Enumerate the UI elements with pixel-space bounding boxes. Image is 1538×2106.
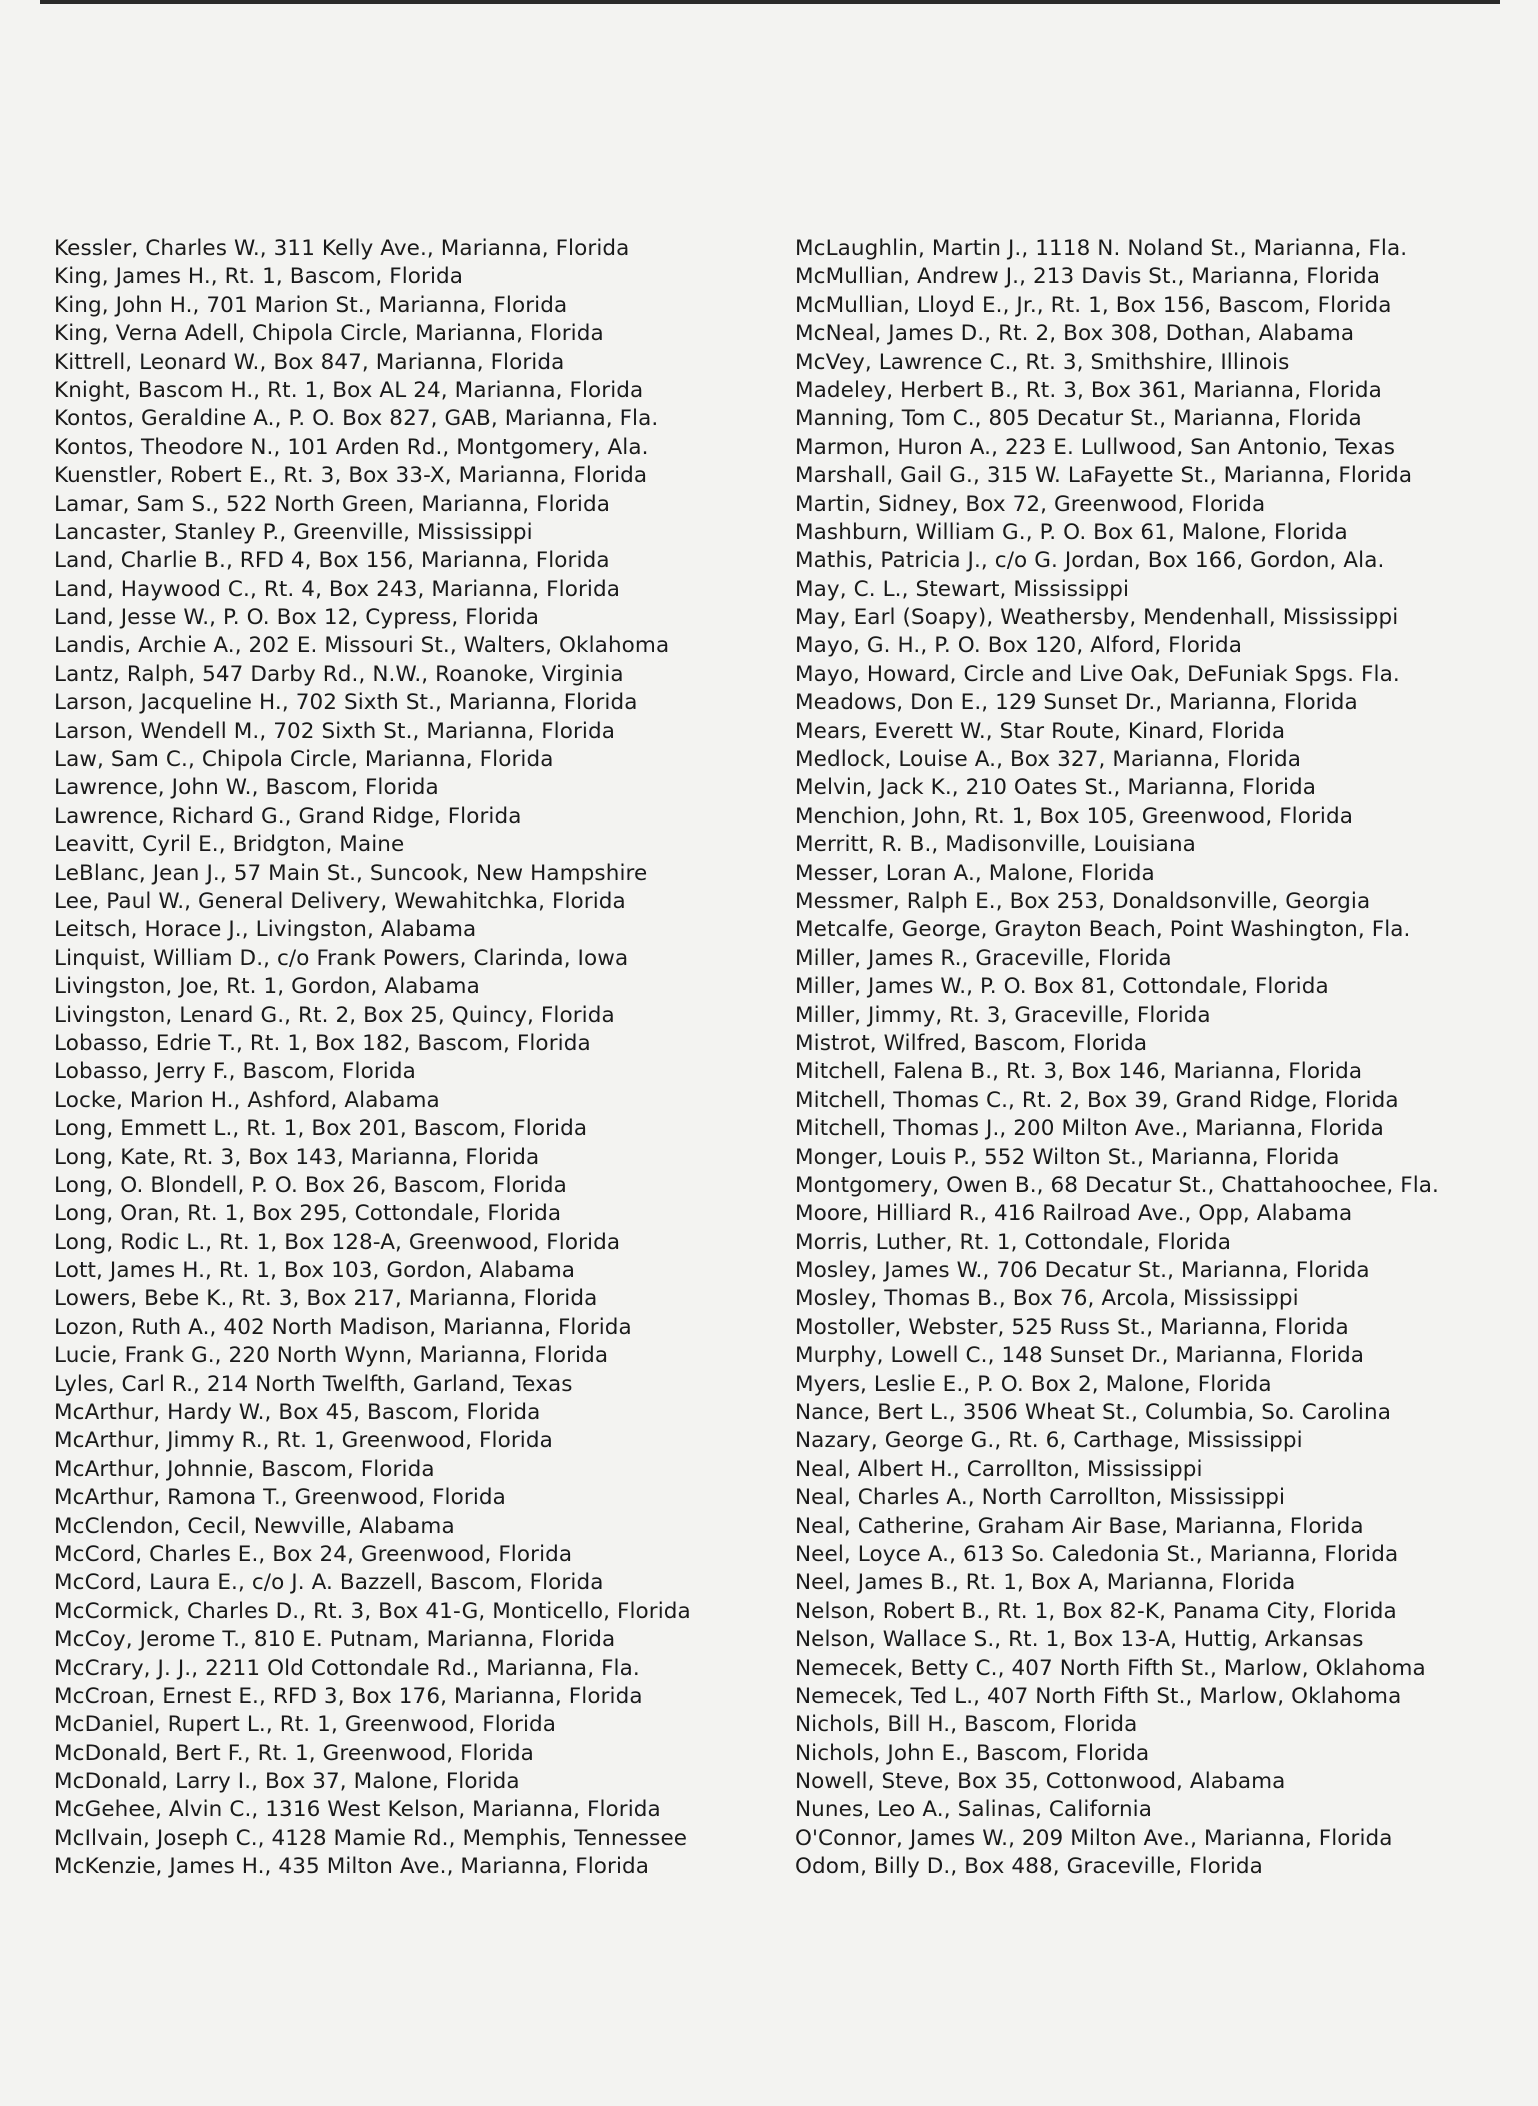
directory-entry: Morris, Luther, Rt. 1, Cottondale, Florida — [795, 1229, 1232, 1255]
directory-entry: Mashburn, William G., P. O. Box 61, Malone, Florida — [795, 519, 1348, 545]
directory-entry: Myers, Leslie E., P. O. Box 2, Malone, Florida — [795, 1371, 1272, 1397]
directory-entry: Kontos, Theodore N., 101 Arden Rd., Montgomery, Ala. — [54, 434, 649, 460]
directory-entry: Nunes, Leo A., Salinas, California — [795, 1797, 1153, 1823]
directory-entry: Long, Rodic L., Rt. 1, Box 128-A, Greenwood, Florida — [54, 1229, 621, 1255]
directory-entry: Mosley, Thomas B., Box 76, Arcola, Mississippi — [795, 1286, 1299, 1312]
directory-entry: Neal, Catherine, Graham Air Base, Marianna, Florida — [795, 1513, 1364, 1539]
directory-entry: Land, Haywood C., Rt. 4, Box 243, Marianna, Florida — [54, 576, 620, 602]
directory-entry: Lott, James H., Rt. 1, Box 103, Gordon, Alabama — [54, 1258, 576, 1284]
directory-entry: McMullian, Andrew J., 213 Davis St., Marianna, Florida — [795, 264, 1381, 290]
directory-entry: Medlock, Louise A., Box 327, Marianna, Florida — [795, 747, 1301, 773]
directory-entry: Leitsch, Horace J., Livingston, Alabama — [54, 917, 477, 943]
directory-entry: Mears, Everett W., Star Route, Kinard, Florida — [795, 718, 1286, 744]
directory-entry: Mathis, Patricia J., c/o G. Jordan, Box 166, Gordon, Ala. — [795, 548, 1385, 574]
directory-entry: McArthur, Ramona T., Greenwood, Florida — [54, 1485, 506, 1511]
directory-entry: McCrary, J. J., 2211 Old Cottondale Rd., Marianna, Fla. — [54, 1655, 640, 1681]
directory-entry: Knight, Bascom H., Rt. 1, Box AL 24, Marianna, Florida — [54, 377, 644, 403]
directory-entry: Lamar, Sam S., 522 North Green, Marianna, Florida — [54, 491, 610, 517]
directory-entry: Neal, Albert H., Carrollton, Mississippi — [795, 1456, 1203, 1482]
directory-entry: Mitchell, Thomas C., Rt. 2, Box 39, Grand Ridge, Florida — [795, 1087, 1399, 1113]
directory-entry: Kessler, Charles W., 311 Kelly Ave., Marianna, Florida — [54, 236, 630, 261]
directory-entry: Lyles, Carl R., 214 North Twelfth, Garland, Texas — [54, 1371, 573, 1397]
directory-entry: Madeley, Herbert B., Rt. 3, Box 361, Marianna, Florida — [795, 377, 1382, 403]
directory-entry: Mistrot, Wilfred, Bascom, Florida — [795, 1030, 1148, 1056]
directory-entry: Livingston, Joe, Rt. 1, Gordon, Alabama — [54, 974, 480, 1000]
directory-entry: McArthur, Johnnie, Bascom, Florida — [54, 1456, 435, 1482]
directory-entry: Larson, Wendell M., 702 Sixth St., Marianna, Florida — [54, 718, 616, 744]
directory-entry: Monger, Louis P., 552 Wilton St., Marianna, Florida — [795, 1144, 1340, 1170]
directory-entry: McDaniel, Rupert L., Rt. 1, Greenwood, Florida — [54, 1712, 557, 1738]
directory-entry: Miller, James W., P. O. Box 81, Cottondale, Florida — [795, 974, 1329, 1000]
directory-entry: McCoy, Jerome T., 810 E. Putnam, Marianna, Florida — [54, 1627, 616, 1653]
directory-entry: Neal, Charles A., North Carrollton, Mississippi — [795, 1485, 1286, 1511]
directory-entry: McVey, Lawrence C., Rt. 3, Smithshire, Illinois — [795, 349, 1290, 375]
page-top-rule — [40, 0, 1500, 4]
directory-entry: Nelson, Robert B., Rt. 1, Box 82-K, Panama City, Florida — [795, 1598, 1397, 1624]
directory-entry: Lawrence, John W., Bascom, Florida — [54, 775, 439, 801]
directory-entry: Montgomery, Owen B., 68 Decatur St., Chattahoochee, Fla. — [795, 1172, 1439, 1198]
directory-entry: Nelson, Wallace S., Rt. 1, Box 13-A, Huttig, Arkansas — [795, 1627, 1364, 1653]
directory-entry: May, Earl (Soapy), Weathersby, Mendenhall, Mississippi — [795, 605, 1399, 631]
directory-entry: Land, Jesse W., P. O. Box 12, Cypress, Florida — [54, 605, 540, 631]
directory-entry: Mayo, Howard, Circle and Live Oak, DeFuniak Spgs. Fla. — [795, 661, 1400, 687]
directory-entry: McCord, Laura E., c/o J. A. Bazzell, Bascom, Florida — [54, 1570, 604, 1596]
directory-left-column — [54, 235, 744, 1882]
directory-entry: McArthur, Hardy W., Box 45, Bascom, Florida — [54, 1400, 541, 1426]
directory-entry: Melvin, Jack K., 210 Oates St., Marianna, Florida — [795, 775, 1317, 801]
directory-entry: Mayo, G. H., P. O. Box 120, Alford, Florida — [795, 633, 1243, 659]
directory-entry: O'Connor, James W., 209 Milton Ave., Marianna, Florida — [795, 1825, 1393, 1851]
directory-entry: Mitchell, Falena B., Rt. 3, Box 146, Marianna, Florida — [795, 1059, 1363, 1085]
directory-entry: Nance, Bert L., 3506 Wheat St., Columbia, So. Carolina — [795, 1400, 1391, 1426]
directory-entry: Nazary, George G., Rt. 6, Carthage, Mississippi — [795, 1428, 1303, 1454]
directory-entry: Lobasso, Edrie T., Rt. 1, Box 182, Bascom, Florida — [54, 1030, 591, 1056]
directory-entry: McDonald, Bert F., Rt. 1, Greenwood, Florida — [54, 1740, 534, 1766]
directory-entry: Nichols, Bill H., Bascom, Florida — [795, 1712, 1138, 1738]
directory-entry: Lee, Paul W., General Delivery, Wewahitchka, Florida — [54, 888, 626, 914]
directory-entry: Livingston, Lenard G., Rt. 2, Box 25, Quincy, Florida — [54, 1002, 615, 1028]
directory-entry: Martin, Sidney, Box 72, Greenwood, Florida — [795, 491, 1266, 517]
directory-entry: Lantz, Ralph, 547 Darby Rd., N.W., Roanoke, Virginia — [54, 661, 624, 687]
directory-entry: Linquist, William D., c/o Frank Powers, Clarinda, Iowa — [54, 945, 629, 971]
directory-entry: Messer, Loran A., Malone, Florida — [795, 860, 1155, 886]
directory-entry: McCroan, Ernest E., RFD 3, Box 176, Marianna, Florida — [54, 1683, 643, 1709]
directory-entry: Marshall, Gail G., 315 W. LaFayette St., Marianna, Florida — [795, 463, 1413, 489]
directory-entry: McKenzie, James H., 435 Milton Ave., Marianna, Florida — [54, 1854, 650, 1880]
directory-entry: Murphy, Lowell C., 148 Sunset Dr., Marianna, Florida — [795, 1343, 1365, 1369]
directory-entry: McDonald, Larry I., Box 37, Malone, Florida — [54, 1769, 520, 1795]
directory-entry: McGehee, Alvin C., 1316 West Kelson, Marianna, Florida — [54, 1797, 661, 1823]
directory-entry: Kontos, Geraldine A., P. O. Box 827, GAB, Marianna, Fla. — [54, 406, 659, 432]
directory-entry: Neel, Loyce A., 613 So. Caledonia St., Marianna, Florida — [795, 1541, 1399, 1567]
directory-entry: Mosley, James W., 706 Decatur St., Marianna, Florida — [795, 1258, 1370, 1284]
directory-entry: Kittrell, Leonard W., Box 847, Marianna, Florida — [54, 349, 565, 375]
directory-entry: Landis, Archie A., 202 E. Missouri St., Walters, Oklahoma — [54, 633, 670, 659]
directory-entry: Lobasso, Jerry F., Bascom, Florida — [54, 1059, 416, 1085]
directory-entry: Long, Emmett L., Rt. 1, Box 201, Bascom, Florida — [54, 1116, 588, 1142]
directory-entry: Manning, Tom C., 805 Decatur St., Marianna, Florida — [795, 406, 1362, 432]
directory-entry: May, C. L., Stewart, Mississippi — [795, 576, 1130, 602]
directory-entry: Odom, Billy D., Box 488, Graceville, Florida — [795, 1854, 1263, 1880]
directory-entry: McArthur, Jimmy R., Rt. 1, Greenwood, Florida — [54, 1428, 553, 1454]
directory-entry: Kuenstler, Robert E., Rt. 3, Box 33-X, Marianna, Florida — [54, 463, 648, 489]
directory-entry: Lowers, Bebe K., Rt. 3, Box 217, Marianna, Florida — [54, 1286, 598, 1312]
directory-entry: Menchion, John, Rt. 1, Box 105, Greenwood, Florida — [795, 803, 1354, 829]
directory-entry: Marmon, Huron A., 223 E. Lullwood, San Antonio, Texas — [795, 434, 1396, 460]
directory-entry: McIlvain, Joseph C., 4128 Mamie Rd., Memphis, Tennessee — [54, 1825, 688, 1851]
directory-entry: McCord, Charles E., Box 24, Greenwood, Florida — [54, 1541, 573, 1567]
directory-entry: Lucie, Frank G., 220 North Wynn, Marianna, Florida — [54, 1343, 609, 1369]
directory-entry: King, James H., Rt. 1, Bascom, Florida — [54, 264, 464, 290]
directory-entry: Lozon, Ruth A., 402 North Madison, Marianna, Florida — [54, 1314, 632, 1340]
directory-entry: Mostoller, Webster, 525 Russ St., Marianna, Florida — [795, 1314, 1349, 1340]
directory-entry: McMullian, Lloyd E., Jr., Rt. 1, Box 156, Bascom, Florida — [795, 292, 1392, 318]
directory-entry: Nemecek, Betty C., 407 North Fifth St., Marlow, Oklahoma — [795, 1655, 1426, 1681]
directory-entry: Lancaster, Stanley P., Greenville, Mississippi — [54, 519, 533, 545]
directory-entry: Miller, Jimmy, Rt. 3, Graceville, Florida — [795, 1002, 1211, 1028]
directory-entry: Long, Kate, Rt. 3, Box 143, Marianna, Florida — [54, 1144, 540, 1170]
directory-entry: Lawrence, Richard G., Grand Ridge, Florida — [54, 803, 522, 829]
directory-entry: Locke, Marion H., Ashford, Alabama — [54, 1087, 440, 1113]
directory-entry: Leavitt, Cyril E., Bridgton, Maine — [54, 832, 405, 858]
directory-entry: McClendon, Cecil, Newville, Alabama — [54, 1513, 455, 1539]
directory-entry: Long, Oran, Rt. 1, Box 295, Cottondale, Florida — [54, 1201, 562, 1227]
directory-entry: Miller, James R., Graceville, Florida — [795, 945, 1172, 971]
directory-entry: Law, Sam C., Chipola Circle, Marianna, Florida — [54, 747, 554, 773]
directory-entry: McNeal, James D., Rt. 2, Box 308, Dothan, Alabama — [795, 321, 1355, 347]
directory-entry: Neel, James B., Rt. 1, Box A, Marianna, Florida — [795, 1570, 1296, 1596]
directory-entry: Merritt, R. B., Madisonville, Louisiana — [795, 832, 1196, 858]
directory-entry: Metcalfe, George, Grayton Beach, Point Washington, Fla. — [795, 917, 1411, 943]
directory-entry: Nichols, John E., Bascom, Florida — [795, 1740, 1150, 1766]
directory-entry: Messmer, Ralph E., Box 253, Donaldsonville, Georgia — [795, 888, 1371, 914]
directory-entry: Nemecek, Ted L., 407 North Fifth St., Marlow, Oklahoma — [795, 1683, 1402, 1709]
directory-entry: Mitchell, Thomas J., 200 Milton Ave., Marianna, Florida — [795, 1116, 1384, 1142]
directory-entry: Nowell, Steve, Box 35, Cottonwood, Alabama — [795, 1769, 1286, 1795]
directory-entry: McCormick, Charles D., Rt. 3, Box 41-G, Monticello, Florida — [54, 1598, 691, 1624]
directory-entry: Larson, Jacqueline H., 702 Sixth St., Marianna, Florida — [54, 690, 638, 716]
directory-entry: Land, Charlie B., RFD 4, Box 156, Marianna, Florida — [54, 548, 610, 574]
directory-entry: McLaughlin, Martin J., 1118 N. Noland St., Marianna, Fla. — [795, 236, 1408, 261]
directory-entry: King, John H., 701 Marion St., Marianna, Florida — [54, 292, 568, 318]
directory-entry: Meadows, Don E., 129 Sunset Dr., Marianna, Florida — [795, 690, 1358, 716]
directory-entry: LeBlanc, Jean J., 57 Main St., Suncook, New Hampshire — [54, 860, 648, 886]
directory-entry: King, Verna Adell, Chipola Circle, Marianna, Florida — [54, 321, 604, 347]
directory-entry: Moore, Hilliard R., 416 Railroad Ave., Opp, Alabama — [795, 1201, 1353, 1227]
directory-entry: Long, O. Blondell, P. O. Box 26, Bascom, Florida — [54, 1172, 567, 1198]
directory-right-column — [795, 235, 1510, 1882]
